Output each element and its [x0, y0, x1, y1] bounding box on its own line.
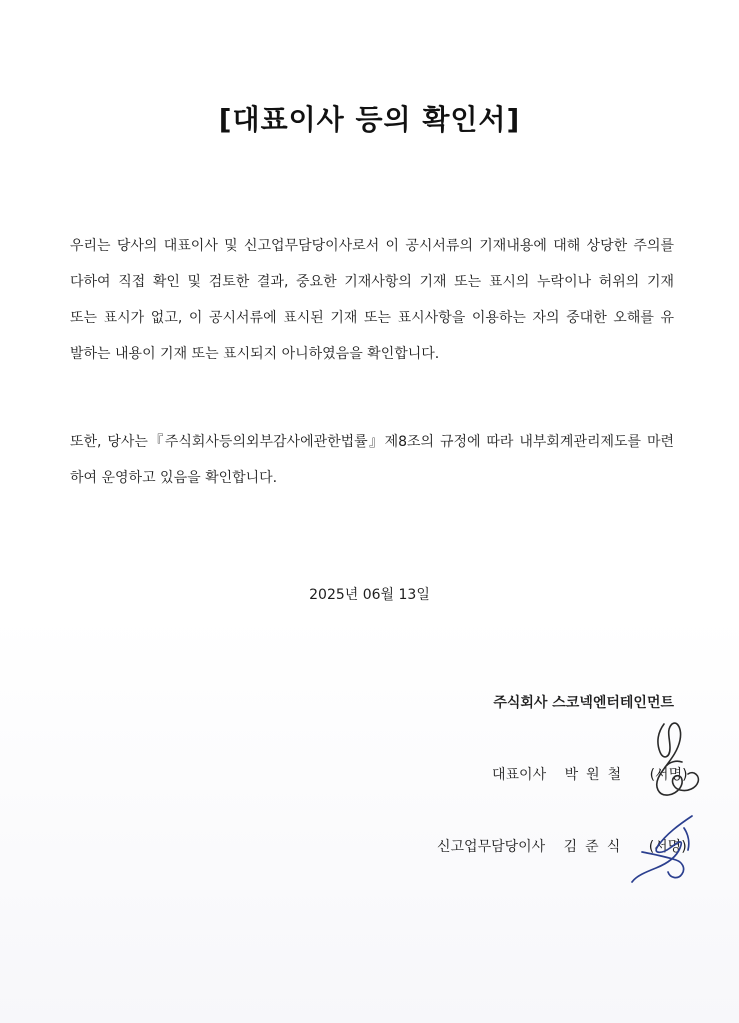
handwritten-signature-officer — [622, 808, 702, 888]
paragraph-line: 다하여 직접 확인 및 검토한 결과, 중요한 기재사항의 기재 또는 표시의 누락이나 허위의 기재 — [70, 274, 674, 290]
handwritten-signature-ceo — [636, 718, 706, 808]
company-name: 주식회사 스코넥엔터테인먼트 — [493, 695, 674, 711]
paragraph-internal-control — [70, 424, 674, 496]
paragraph-line: 하여 운영하고 있음을 확인합니다. — [70, 470, 278, 486]
signer-role: 대표이사 — [492, 767, 547, 783]
signature-mark-label: (서명) — [648, 839, 687, 855]
document-title: [대표이사 등의 확인서] — [218, 103, 521, 136]
paragraph-confirmation — [70, 228, 674, 372]
paragraph-line: 또한, 당사는『주식회사등의외부감사에관한법률』제8조의 규정에 따라 내부회계관리제도를 마련 — [70, 434, 674, 450]
paragraph-line: 발하는 내용이 기재 또는 표시되지 아니하였음을 확인합니다. — [70, 346, 440, 362]
signer-name: 김준식 — [563, 839, 629, 855]
signature-mark-label: (서명) — [649, 767, 688, 783]
paragraph-line: 우리는 당사의 대표이사 및 신고업무담당이사로서 이 공시서류의 기재내용에 대해 상당한 주의를 — [70, 238, 674, 254]
signer-name: 박원철 — [564, 767, 630, 783]
document-date: 2025년 06월 13일 — [309, 587, 430, 603]
paragraph-line: 또는 표시가 없고, 이 공시서류에 표시된 기재 또는 표시사항을 이용하는 자의 중대한 오해를 유 — [70, 310, 674, 326]
signer-role: 신고업무담당이사 — [437, 839, 546, 855]
